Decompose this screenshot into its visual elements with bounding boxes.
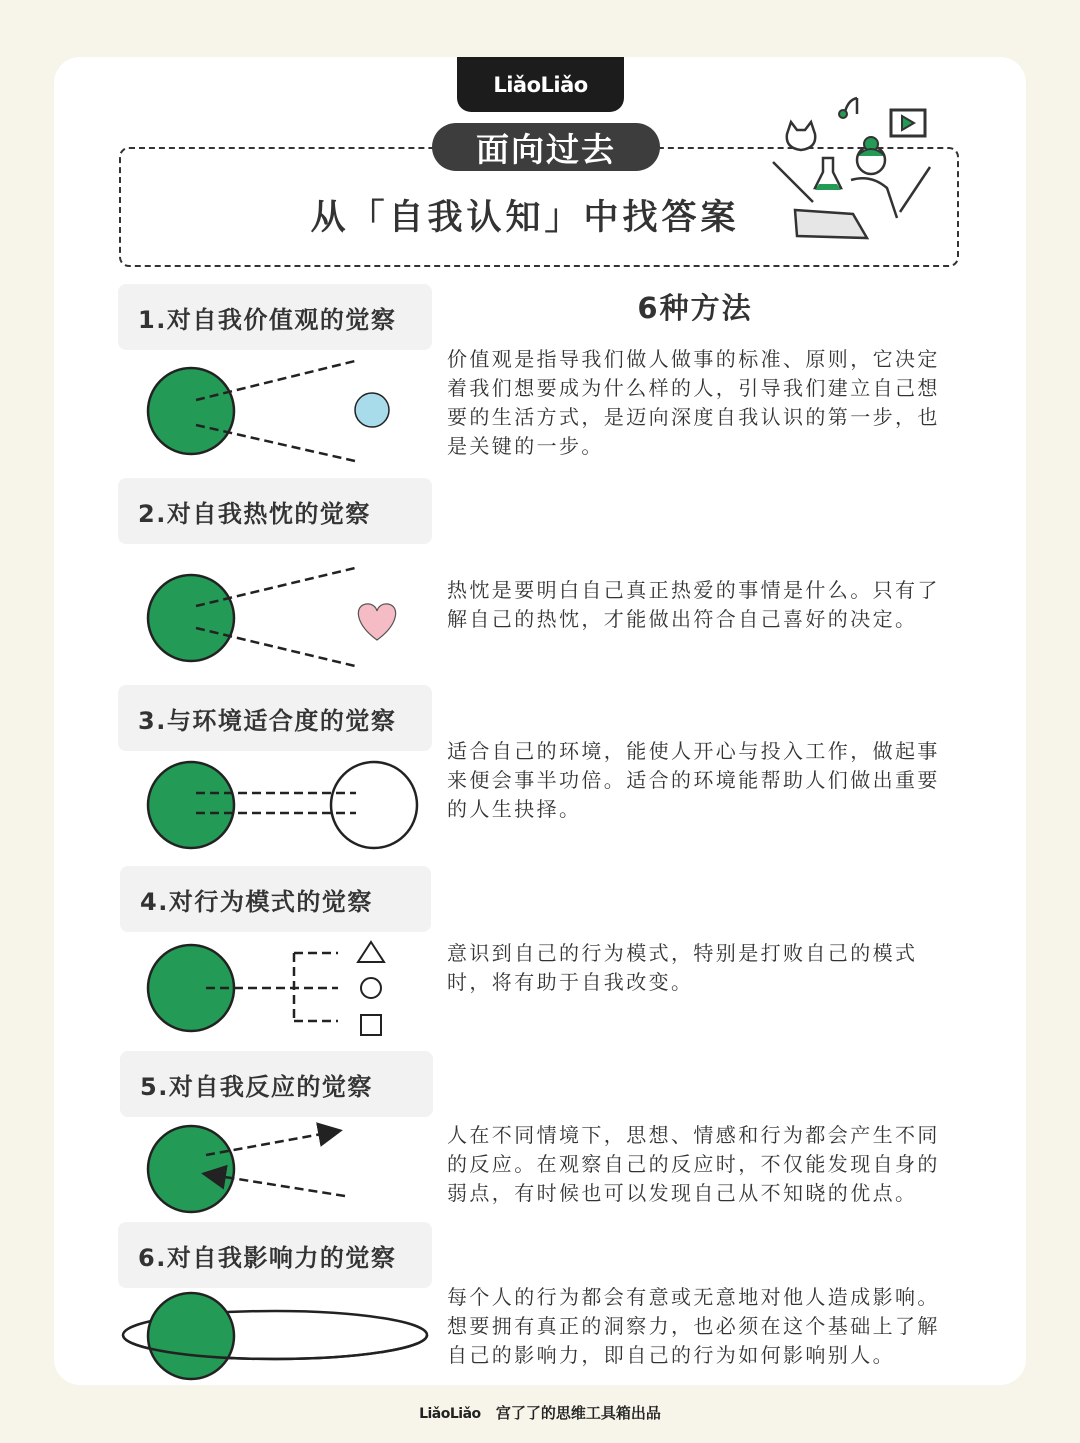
square-icon bbox=[361, 1015, 381, 1035]
method-desc-4: 意识到自己的行为模式，特别是打败自己的模式时，将有助于自我改变。 bbox=[447, 941, 918, 994]
footer bbox=[0, 1402, 1080, 1423]
brand-logo: LiǎoLiǎo bbox=[457, 57, 624, 112]
triangle-icon bbox=[358, 942, 384, 962]
method-label-3: 3.与环境适合度的觉察 bbox=[118, 685, 432, 751]
environment-circle bbox=[331, 762, 417, 848]
diagram-behavior bbox=[148, 942, 384, 1035]
diagram-passion bbox=[148, 568, 396, 666]
self-circle-5 bbox=[148, 1126, 234, 1212]
diagram-values bbox=[148, 361, 389, 461]
method-desc-6: 每个人的行为都会有意或无意地对他人造成影响。想要拥有真正的洞察力，也必须在这个基础上了解自己的影响力，即自己的行为如何影响别人。 bbox=[447, 1285, 940, 1367]
method-label-1: 1.对自我价值观的觉察 bbox=[118, 284, 432, 350]
method-desc-1: 价值观是指导我们做人做事的标准、原则，它决定着我们想要成为什么样的人，引导我们建立自己想要的生活方式，是迈向深度自我认识的第一步，也是关键的一步。 bbox=[447, 347, 940, 458]
header-subtitle: 从「自我认知」中找答案 bbox=[310, 198, 740, 238]
self-circle-3 bbox=[148, 762, 234, 848]
method-label-6: 6.对自我影响力的觉察 bbox=[118, 1222, 432, 1288]
self-circle-6 bbox=[148, 1293, 234, 1379]
method-label-5: 5.对自我反应的觉察 bbox=[120, 1051, 433, 1117]
method-label-2: 2.对自我热忱的觉察 bbox=[118, 478, 432, 544]
target-dot-icon bbox=[355, 393, 389, 427]
methods-heading: 6种方法 bbox=[637, 291, 753, 325]
diagram-environment bbox=[148, 762, 417, 848]
method-desc-2: 热忱是要明白自己真正热爱的事情是什么。只有了解自己的热忱，才能做出符合自己喜好的决定。 bbox=[447, 578, 940, 631]
diagram-reactions bbox=[148, 1126, 345, 1212]
diagram-influence bbox=[123, 1293, 427, 1379]
heart-icon bbox=[358, 604, 395, 640]
footer-brand: LiǎoLiǎo bbox=[419, 1406, 481, 1422]
self-circle-1 bbox=[148, 368, 234, 454]
method-label-4: 4.对行为模式的觉察 bbox=[120, 866, 431, 932]
header-pill-title: 面向过去 bbox=[432, 123, 660, 171]
self-circle-2 bbox=[148, 575, 234, 661]
circle-icon bbox=[361, 978, 381, 998]
method-desc-5: 人在不同情境下，思想、情感和行为都会产生不同的反应。在观察自己的反应时，不仅能发现自身的弱点，有时候也可以发现自己从不知晓的优点。 bbox=[447, 1123, 940, 1205]
method-desc-3: 适合自己的环境，能使人开心与投入工作，做起事来便会事半功倍。适合的环境能帮助人们做出重要的人生抉择。 bbox=[447, 739, 940, 821]
footer-text: 宫了了的思维工具箱出品 bbox=[495, 1404, 661, 1422]
